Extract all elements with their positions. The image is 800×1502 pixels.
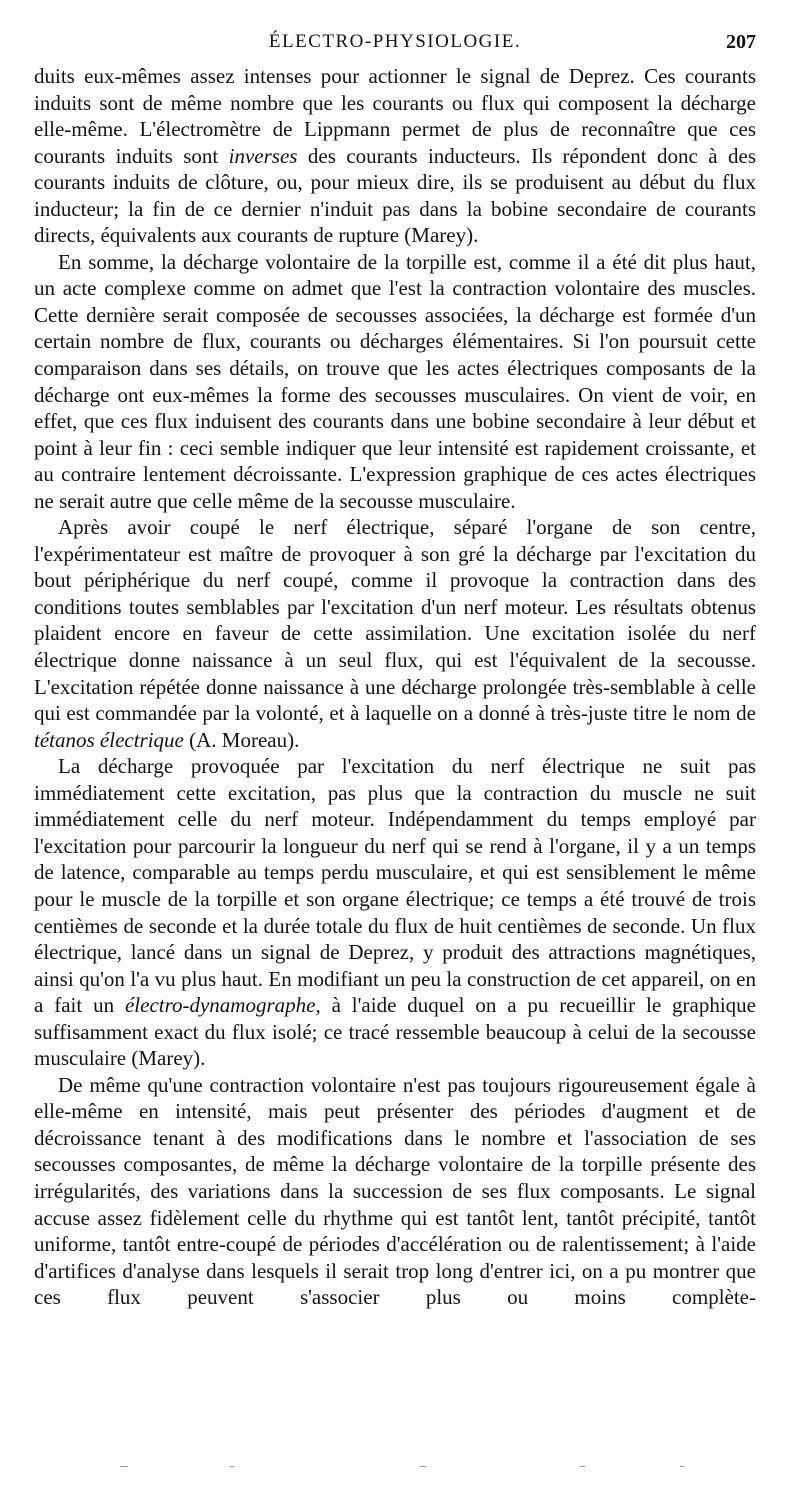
paragraph-1-text-b: des courants inducteurs. Ils répondent donc à des courants induits de clôture, ou, pour mieux dire, ils se produisent au début du flux inducteur; la fin de ce dernier n'induit pas dans la bobine secondaire de courants directs, équivalents aux courants de rupture (Marey). <box>34 143 756 248</box>
paragraph-3-text-b: (A. Moreau). <box>183 727 300 752</box>
paragraph-5 <box>34 1072 756 1311</box>
running-head-title: ÉLECTRO-PHYSIOLOGIE. <box>268 31 522 52</box>
speck-mark <box>230 1466 234 1467</box>
paragraph-1-text-a: duits eux-mêmes assez intenses pour actionner le signal de Deprez. Ces courants induits sont de même nombre que les courants ou flux qui composent la décharge elle-même. L'électromètre de Lippmann permet de plus de reconnaître que ces courants induits sont <box>34 64 756 168</box>
speck-mark <box>120 1466 128 1467</box>
paragraph-3-italic-tetanos: tétanos électrique <box>34 727 184 752</box>
paragraph-4-text-b: , à l'aide duquel on a pu recueillir le graphique suffisamment exact du flux isolé; ce tracé ressemble beaucoup à celui de la secousse musculaire (Marey). <box>34 993 756 1071</box>
paragraph-3 <box>34 514 756 753</box>
paragraph-2-text: En somme, la décharge volontaire de la torpille est, comme il a été dit plus haut, un acte complexe comme on admet que l'est la contraction volontaire des muscles. Cette dernière serait composée de secousses associées, la décharge est formée d'un certain nombre de flux, courants ou décharges élémentaires. Si l'on poursuit cette comparaison dans ses détails, on trouve que les actes électriques composants de la décharge ont eux-mêmes la forme des secousses musculaires. On vient de voir, en effet, que ces flux induisent des courants dans une bobine secondaire à leur début et point à leur fin : ceci semble indiquer que leur intensité est rapidement croissante, et au contraire lentement décroissante. L'expression graphique de ces actes électriques ne serait autre que celle même de la secousse musculaire. <box>34 249 756 513</box>
paragraph-2 <box>34 249 756 514</box>
page-number: 207 <box>726 31 756 53</box>
body-text <box>34 63 756 1311</box>
speck-mark <box>580 1466 585 1467</box>
paragraph-4 <box>34 753 756 1072</box>
paragraph-1 <box>34 63 756 249</box>
paragraph-5-text: De même qu'une contraction volontaire n'est pas toujours rigoureusement égale à elle-même en intensité, mais peut présenter des périodes d'augment et de décroissance tenant à des modifications dans le nombre et l'association de ses secousses composantes, de même la décharge volontaire de la torpille présente des irrégularités, des variations dans la succession de ses flux composants. Le signal accuse assez fidèlement celle du rhythme qui est tantôt lent, tantôt précipité, tantôt uniforme, tantôt entre-coupé de périodes d'accélération ou de ralentissement; à l'aide d'artifices d'analyse dans lesquels il serait trop long d'entrer ici, on a pu montrer que ces flux peuvent s'associer plus ou moins complète- <box>34 1072 756 1310</box>
paragraph-1-italic-inverses: inverses <box>228 143 298 168</box>
page-bottom-specks <box>120 1466 710 1472</box>
running-head <box>34 26 756 58</box>
paragraph-4-text-a: La décharge provoquée par l'excitation du nerf électrique ne suit pas immédiatement cette excitation, pas plus que la contraction du muscle ne suit immédiatement celle du nerf moteur. Indépendamment du temps employé par l'excitation pour parcourir la longueur du nerf qui se rend à l'organe, il y a un temps de latence, comparable au temps perdu musculaire, et qui est sensiblement le même pour le muscle de la torpille et son organe électrique; ce temps a été trouvé de trois centièmes de seconde et la durée totale du flux de huit centièmes de seconde. Un flux électrique, lancé dans un signal de Deprez, y produit des attractions magnétiques, ainsi qu'on l'a vu plus haut. En modifiant un peu la construction de cet appareil, on en a fait un <box>34 754 756 1018</box>
speck-mark <box>420 1466 426 1467</box>
speck-mark <box>680 1466 684 1467</box>
paragraph-4-italic-dynamographe: électro-dynamographe <box>124 993 316 1018</box>
paragraph-3-text-a: Après avoir coupé le nerf électrique, séparé l'organe de son centre, l'expérimentateur est maître de provoquer à son gré la décharge par l'excitation du bout périphérique du nerf coupé, comme il provoque la contraction dans des conditions toutes semblables par l'excitation d'un nerf moteur. Les résultats obtenus plaident encore en faveur de cette assimilation. Une excitation isolée du nerf électrique donne naissance à un seul flux, qui est l'équivalent de la secousse. L'excitation répétée donne naissance à une décharge prolongée très-semblable à celle qui est commandée par la volonté, et à laquelle on a donné à très-juste titre le nom de <box>34 515 756 726</box>
